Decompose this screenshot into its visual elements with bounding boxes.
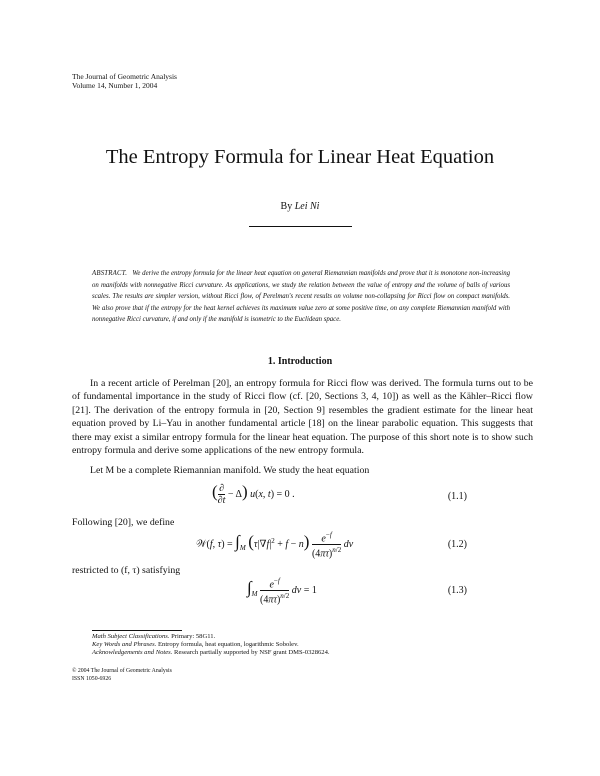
equation-1-3-number: (1.3) [447,585,467,596]
equation-1-1-body: ( $\frac{\partial}{\partial t}$ − Δ) u(x, t) = 0 . [212,482,295,507]
abstract [92,268,510,326]
author-rule [249,226,352,227]
author-prefix: By [280,201,293,212]
footnote-msc-text: Primary: 58G11. [171,633,216,640]
equation-1-2 [0,530,600,562]
journal-volume: Volume 14, Number 1, 2004 [72,81,158,90]
author-name: Lei Ni [294,201,320,212]
heat-equation-intro: Let M be a complete Riemannian manifold. We study the heat equation [90,465,370,476]
footnote-keywords-label: Key Words and Phrases. [92,641,157,648]
issn-line: ISSN 1050-6926 [72,676,112,682]
author-line [0,201,600,212]
paper-title: The Entropy Formula for Linear Heat Equation [105,146,495,168]
abstract-text: We derive the entropy formula for the linear heat equation on general Riemannian manifolds and prove that it is monotone non-increasing on manifolds with nonnegative Ricci curvature. As applications, we study the relation between the value of entropy and the volume of balls of various scales. The results are simpler version, without Ricci flow, of Perelman's recent results on volume non-collapsing for Ricci flow on compact manifolds. We also prove that if the entropy for the heat kernel achieves its maximum value zero at some positive time, on any complete Riemannian manifold with nonnegative Ricci curvature, if and only if the manifold is isometric to the Euclidean space. [92,270,510,324]
section-heading: 1. Introduction [267,356,333,367]
equation-1-1-number: (1.1) [447,491,467,502]
footnote-ack-text: Research partially supported by NSF grant DMS-0328624. [174,649,330,656]
abstract-label: ABSTRACT. [92,270,128,277]
footnote-acknowledgements [92,649,330,657]
equation-1-2-body: 𝒲(f, $\tau) = \int_M$ $(\tau|\nabla f|^2 + f - n)$ $\frac{e^{-f}}{(4\pi\tau)^{n/2}}$ dv [196,531,354,560]
equation-1-2-number: (1.2) [447,539,467,550]
journal-name: The Journal of Geometric Analysis [72,72,177,81]
copyright-line: © 2004 The Journal of Geometric Analysis [72,668,172,674]
define-paragraph: Following [20], we define [72,517,175,528]
footnote-keywords-text: Entropy formula, heat equation, logarithmic Sobolev. [158,641,299,648]
equation-1-3-body: $\int_M$ $\frac{e^{-f}}{(4\pi\tau)^{n/2}}$ dv = 1 [247,577,317,606]
footnote-msc-label: Math Subject Classifications. [92,633,170,640]
footnote-ack-label: Acknowledgements and Notes. [92,649,173,656]
constraint-paragraph: restricted to (f, τ) satisfying [72,565,181,576]
footnote-rule [92,630,182,631]
equation-1-3 [0,576,600,608]
equation-1-1 [0,482,600,514]
intro-paragraph: In a recent article of Perelman [20], an entropy formula for Ricci flow was derived. The formula turns out to be of fundamental importance in the study of Ricci flow (cf. [20, Sections 3, 4, 10]) as well as the Kähler–Ricci flow [21]. The derivation of the entropy formula in [20, Section 9] resembles the gradient estimate for the linear heat equation proved by Li–Yau in another fundamental article [18] on the linear parabolic equation. This suggests that there may exist a similar entropy formula for the linear heat equation. The purpose of this short note is to show such entropy formula and derive some applications of the new entropy formula. [72,378,533,457]
